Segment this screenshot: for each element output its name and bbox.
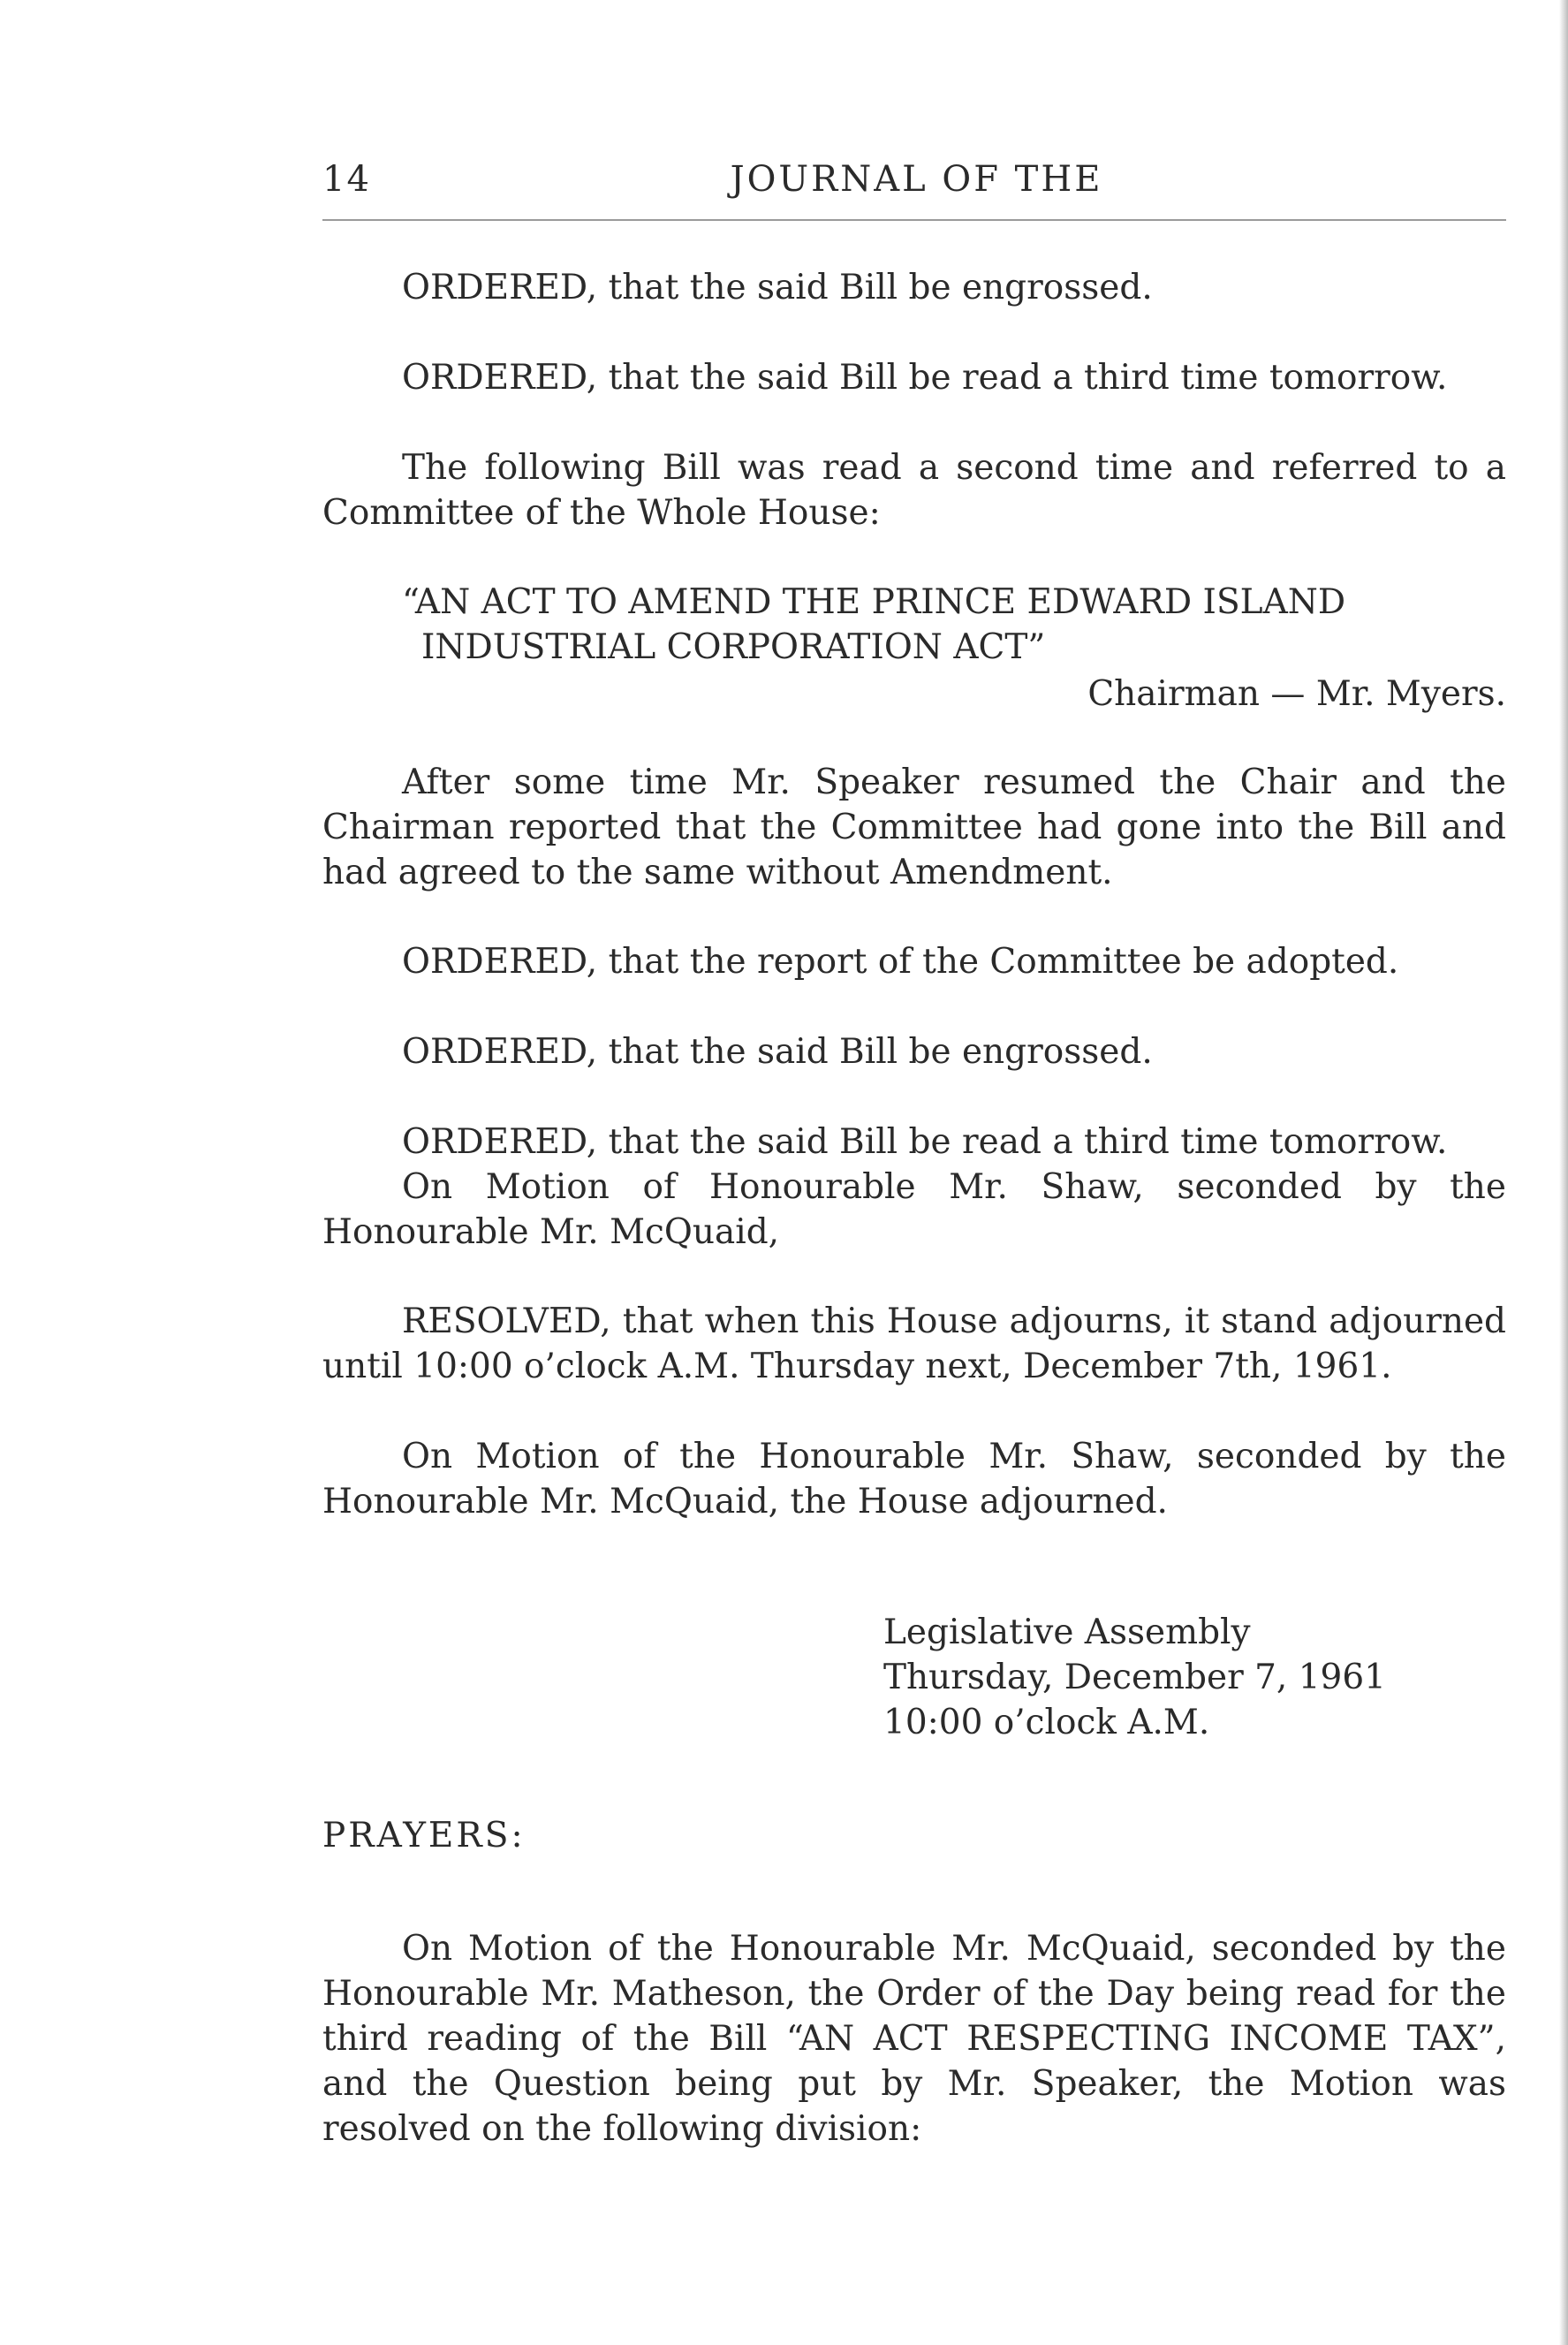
paragraph-ordered-engrossed-1: ORDERED, that the said Bill be engrossed. — [402, 268, 1153, 307]
page-edge — [1559, 0, 1568, 2345]
bill-title-line-1: “AN ACT TO AMEND THE PRINCE EDWARD ISLAND — [402, 582, 1346, 622]
header-rule — [322, 219, 1506, 221]
paragraph-ordered-engrossed-2: ORDERED, that the said Bill be engrossed. — [402, 1032, 1153, 1072]
paragraph-ordered-third-reading-1: ORDERED, that the said Bill be read a third time tomorrow. — [402, 358, 1448, 398]
paragraph-resolved-adjourn: RESOLVED, that when this House adjourns, it stand adjourned until 10:00 o’clock A.M. Thursday next, December 7th, 1961. — [322, 1302, 1506, 1386]
paragraph-income-tax-motion: On Motion of the Honourable Mr. McQuaid, seconded by the Honourable Mr. Matheson, the Order of the Day being read for the third reading of the Bill “AN ACT RESPECTING INCOME TAX”, and the Question being put by Mr. Speaker, the Motion was resolved on the following division: — [322, 1929, 1506, 2149]
running-head: JOURNAL OF THE — [730, 159, 1103, 200]
chairman-line: Chairman — Mr. Myers. — [1087, 674, 1506, 714]
paragraph-ordered-third-reading-2: ORDERED, that the said Bill be read a third time tomorrow. — [402, 1122, 1448, 1162]
paragraph-house-adjourned: On Motion of the Honourable Mr. Shaw, seconded by the Honourable Mr. McQuaid, the House adjourned. — [322, 1437, 1506, 1522]
sitting-time: 10:00 o’clock A.M. — [883, 1703, 1210, 1742]
prayers-heading: PRAYERS: — [322, 1816, 526, 1856]
bill-title-line-2: INDUSTRIAL CORPORATION ACT” — [421, 627, 1046, 667]
paragraph-report-adopted: ORDERED, that the report of the Committee be adopted. — [402, 942, 1399, 982]
bill-title — [402, 580, 1506, 670]
page-header — [322, 159, 1511, 212]
sitting-date: Thursday, December 7, 1961 — [883, 1658, 1386, 1697]
sitting-body: Legislative Assembly — [883, 1613, 1251, 1652]
paragraph-bill-referred: The following Bill was read a second time and referred to a Committee of the Whole House: — [322, 448, 1506, 533]
paragraph-committee-report: After some time Mr. Speaker resumed the Chair and the Chairman reported that the Committee had gone into the Bill and had agreed to the same without Amendment. — [322, 763, 1506, 892]
page-number: 14 — [322, 159, 371, 200]
sitting-heading — [883, 1610, 1502, 1745]
paragraph-motion-shaw: On Motion of Honourable Mr. Shaw, seconded by the Honourable Mr. McQuaid, — [322, 1167, 1506, 1252]
